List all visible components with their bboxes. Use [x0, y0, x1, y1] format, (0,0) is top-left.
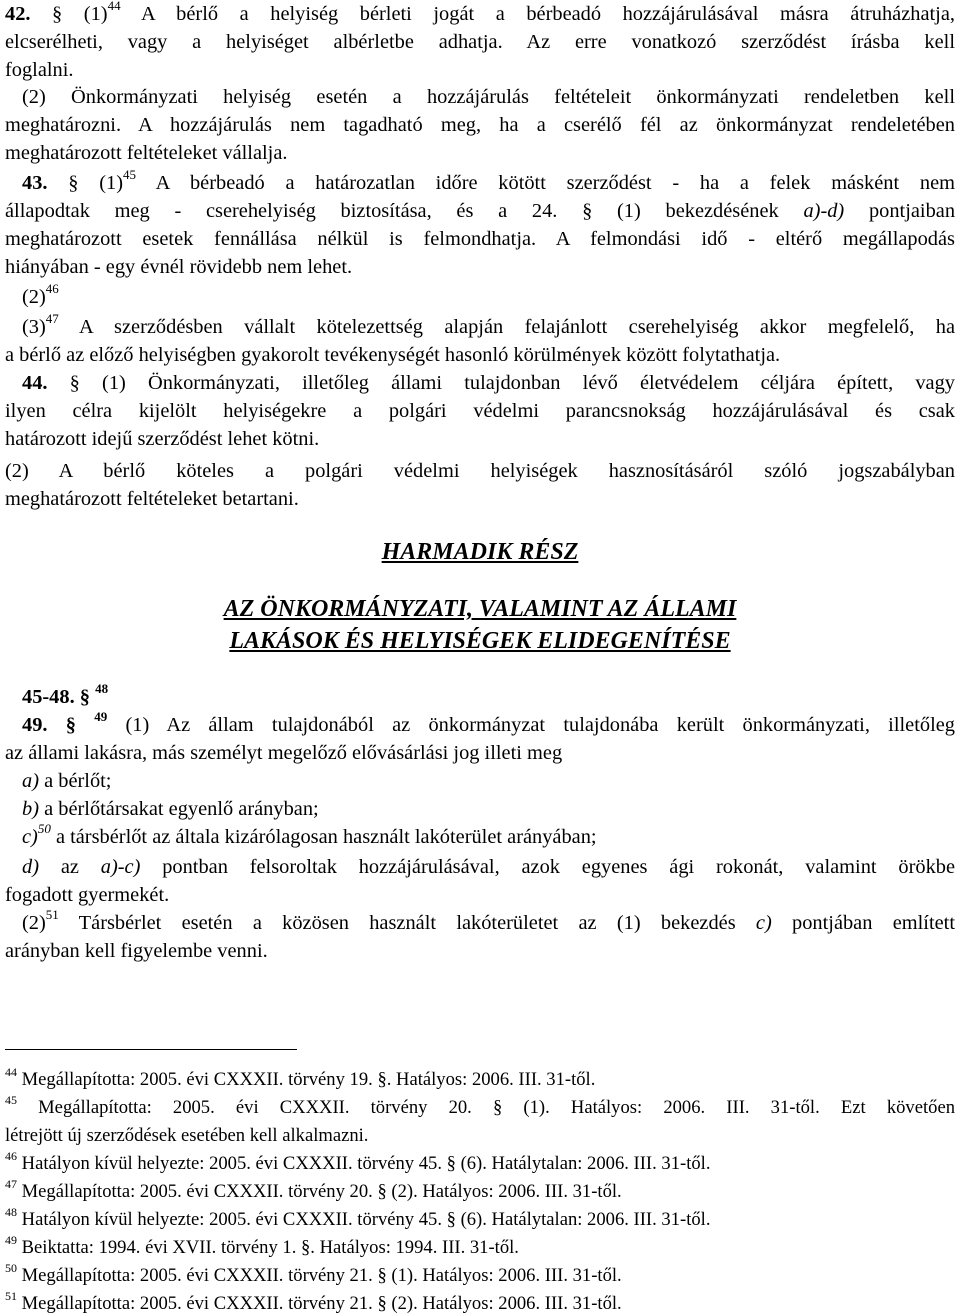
footnote-ref[interactable]: 46	[45, 281, 59, 297]
text-run: elcserélheti, vagy a helyiséget albérletbe adhatja. Az erre vonatkozó szerződést írásba kell	[5, 31, 955, 53]
footnote-ref[interactable]: 47	[45, 311, 59, 327]
paragraph-line-p49-7	[5, 881, 955, 909]
text-run: határozott idejű szerződést lehet kötni.	[5, 428, 320, 450]
footnote-text: Hatályon kívül helyezte: 2005. évi CXXXII. törvény 45. § (6). Hatálytalan: 2006. III. 31-től.	[17, 1153, 711, 1174]
text-run: meghatározni. A hozzájárulás nem tagadható meg, ha a cserélő fél az önkormányzat rendeletében	[5, 114, 955, 136]
footnote-number: 48	[5, 1205, 17, 1220]
text-run: pontban felsoroltak hozzájárulásával, azok egyenes ági rokonát, valamint örökbe	[140, 856, 956, 878]
text-run: (1) Az állam tulajdonából az önkormányzat tulajdonába került önkormányzati, illetőleg	[107, 714, 955, 736]
text-run: 49.	[22, 714, 48, 736]
paragraph-line-p49-6	[22, 853, 955, 881]
text-run: meghatározott esetek fennállása nélkül is felmondhatja. A felmondási idő - eltérő megállapodás	[5, 228, 955, 250]
text-run: (2) A bérlő köteles a polgári védelmi helyiségek hasznosításáról szóló jogszabályban	[5, 460, 955, 482]
paragraph-line-p43-6	[22, 313, 955, 341]
footnote-text: Megállapította: 2005. évi CXXXII. törvény 21. § (1). Hatályos: 2006. III. 31-től.	[17, 1265, 622, 1286]
text-run: 43.	[22, 172, 48, 194]
text-run: állapodtak meg - cserehelyiség biztosítása, és a 24. § (1) bekezdésének	[5, 200, 804, 222]
text-run: a)-d)	[803, 200, 845, 222]
paragraph-line-p44-5	[5, 485, 955, 513]
text-run: (2)	[22, 286, 46, 308]
footnote-number: 45	[5, 1093, 17, 1108]
text-run: az állami lakásra, más személyt megelőző elővásárlási jog illeti meg	[5, 742, 563, 764]
text-run: A bérbeadó a határozatlan időre kötött szerződést - ha a felek másként nem	[136, 172, 956, 194]
paragraph-line-p42-4	[22, 83, 955, 111]
footnote-number: 49	[5, 1233, 17, 1248]
footnote-fn48	[5, 1205, 955, 1232]
text-run: a)	[22, 770, 39, 792]
footnote-text: Megállapította: 2005. évi CXXXII. törvény 21. § (2). Hatályos: 2006. III. 31-től.	[17, 1293, 622, 1314]
paragraph-line-p44-4	[5, 457, 955, 485]
footnote-number: 44	[5, 1065, 17, 1080]
text-run: meghatározott feltételeket betartani.	[5, 488, 299, 510]
paragraph-line-p42-5	[5, 111, 955, 139]
text-run: 45-48. §	[22, 686, 96, 708]
text-run: § (1)	[47, 172, 123, 194]
paragraph-line-p45-48	[22, 683, 955, 711]
text-run: A szerződésben vállalt kötelezettség alapján felajánlott cserehelyiség akkor megfelelő, ha	[58, 316, 955, 338]
footnote-ref[interactable]: 44	[107, 0, 121, 14]
footnote-text: Hatályon kívül helyezte: 2005. évi CXXXII. törvény 45. § (6). Hatálytalan: 2006. III. 31-től.	[17, 1209, 711, 1230]
text-run: A bérlő a helyiség bérleti jogát a bérbeadó hozzájárulásával másra átruházhatja,	[120, 3, 955, 25]
text-run: § (1)	[30, 3, 108, 25]
footnote-fn49	[5, 1233, 955, 1260]
text-run: (2) Önkormányzati helyiség esetén a hozzájárulás feltételeit önkormányzati rendeletben kell	[22, 86, 955, 108]
footnote-number: 50	[5, 1261, 17, 1276]
paragraph-line-p49-8	[22, 909, 955, 937]
text-run: (2)	[22, 912, 46, 934]
section-title-1: AZ ÖNKORMÁNYZATI, VALAMINT AZ ÁLLAMI	[223, 596, 737, 622]
paragraph-line-p42-1	[5, 0, 955, 28]
paragraph-line-p43-1	[22, 169, 955, 197]
text-run: arányban kell figyelembe venni.	[5, 940, 268, 962]
footnote-number: 47	[5, 1177, 17, 1192]
text-run: a társbérlőt az általa kizárólagosan használt lakóterület arányában;	[50, 826, 597, 848]
text-run: b)	[22, 798, 39, 820]
paragraph-line-p49-4	[22, 795, 955, 823]
footnote-separator	[5, 1049, 297, 1050]
text-run: a bérlőt;	[39, 770, 112, 792]
text-run: pontjában említett	[771, 912, 955, 934]
footnote-fn50	[5, 1261, 955, 1288]
paragraph-line-p49-1	[22, 711, 955, 739]
paragraph-line-p49-3	[22, 767, 955, 795]
paragraph-line-p43-4	[5, 253, 955, 281]
paragraph-line-p43-3	[5, 225, 955, 253]
footnote-ref[interactable]: 45	[123, 167, 136, 183]
text-run: ilyen célra kijelölt helyiségekre a polgári védelmi parancsnokság hozzájárulásával és csak	[5, 400, 955, 422]
text-run: c)	[755, 912, 772, 934]
text-run: az	[39, 856, 101, 878]
footnote-text: Megállapította: 2005. évi CXXXII. törvény 19. §. Hatályos: 2006. III. 31-től.	[17, 1069, 596, 1090]
text-run: § (1) Önkormányzati, illetőleg állami tulajdonban lévő életvédelem céljára épített, vagy	[47, 372, 955, 394]
footnote-fn51	[5, 1289, 955, 1316]
footnote-ref[interactable]: 49	[94, 709, 108, 725]
paragraph-line-p44-3	[5, 425, 955, 453]
footnote-fn44	[5, 1065, 955, 1092]
paragraph-line-p44-2	[5, 397, 955, 425]
footnote-text: létrejött új szerződések esetében kell alkalmazni.	[5, 1125, 369, 1146]
section-title-2: LAKÁSOK ÉS HELYISÉGEK ELIDEGENÍTÉSE	[229, 628, 731, 654]
footnote-number: 46	[5, 1149, 17, 1164]
footnote-fn45a	[5, 1093, 955, 1120]
footnote-ref[interactable]: 51	[45, 907, 59, 923]
paragraph-line-p49-5	[22, 823, 955, 851]
footnote-ref[interactable]: 48	[95, 681, 109, 697]
text-run: foglalni.	[5, 59, 74, 81]
footnote-fn46	[5, 1149, 955, 1176]
text-run: a bérlő az előző helyiségben gyakorolt tevékenységét hasonló körülmények között folytathatja.	[5, 344, 781, 366]
text-run: d)	[22, 856, 39, 878]
text-run: meghatározott feltételeket vállalja.	[5, 142, 288, 164]
text-run: 44.	[22, 372, 48, 394]
footnote-fn47	[5, 1177, 955, 1204]
paragraph-line-p42-2	[5, 28, 955, 56]
paragraph-line-p49-2	[5, 739, 955, 767]
footnote-fn45b	[5, 1124, 955, 1148]
text-run: pontjaiban	[844, 200, 956, 222]
paragraph-line-p43-5	[22, 283, 955, 311]
part-title: HARMADIK RÉSZ	[381, 539, 579, 565]
footnote-number: 51	[5, 1289, 17, 1304]
paragraph-line-p49-9	[5, 937, 955, 965]
text-run: fogadott gyermekét.	[5, 884, 170, 906]
text-run: hiányában - egy évnél rövidebb nem lehet.	[5, 256, 353, 278]
footnote-text: Megállapította: 2005. évi CXXXII. törvény 20. § (1). Hatályos: 2006. III. 31-től. Ezt követően	[17, 1097, 955, 1118]
footnote-text: Megállapította: 2005. évi CXXXII. törvény 20. § (2). Hatályos: 2006. III. 31-től.	[17, 1181, 622, 1202]
text-run: 42.	[5, 3, 31, 25]
footnote-text: Beiktatta: 1994. évi XVII. törvény 1. §. Hatályos: 1994. III. 31-től.	[17, 1237, 519, 1258]
text-run: a bérlőtársakat egyenlő arányban;	[39, 798, 319, 820]
text-run: c)	[22, 826, 38, 848]
footnote-ref[interactable]: 50	[37, 821, 51, 837]
paragraph-line-p44-1	[22, 369, 955, 397]
paragraph-line-p43-2	[5, 197, 955, 225]
paragraph-line-p42-3	[5, 56, 955, 84]
text-run: a)-c)	[100, 856, 141, 878]
text-run: (3)	[22, 316, 46, 338]
text-run: §	[47, 714, 95, 736]
paragraph-line-p43-7	[5, 341, 955, 369]
paragraph-line-p42-6	[5, 139, 955, 167]
text-run: Társbérlet esetén a közösen használt lakóterületet az (1) bekezdés	[58, 912, 756, 934]
